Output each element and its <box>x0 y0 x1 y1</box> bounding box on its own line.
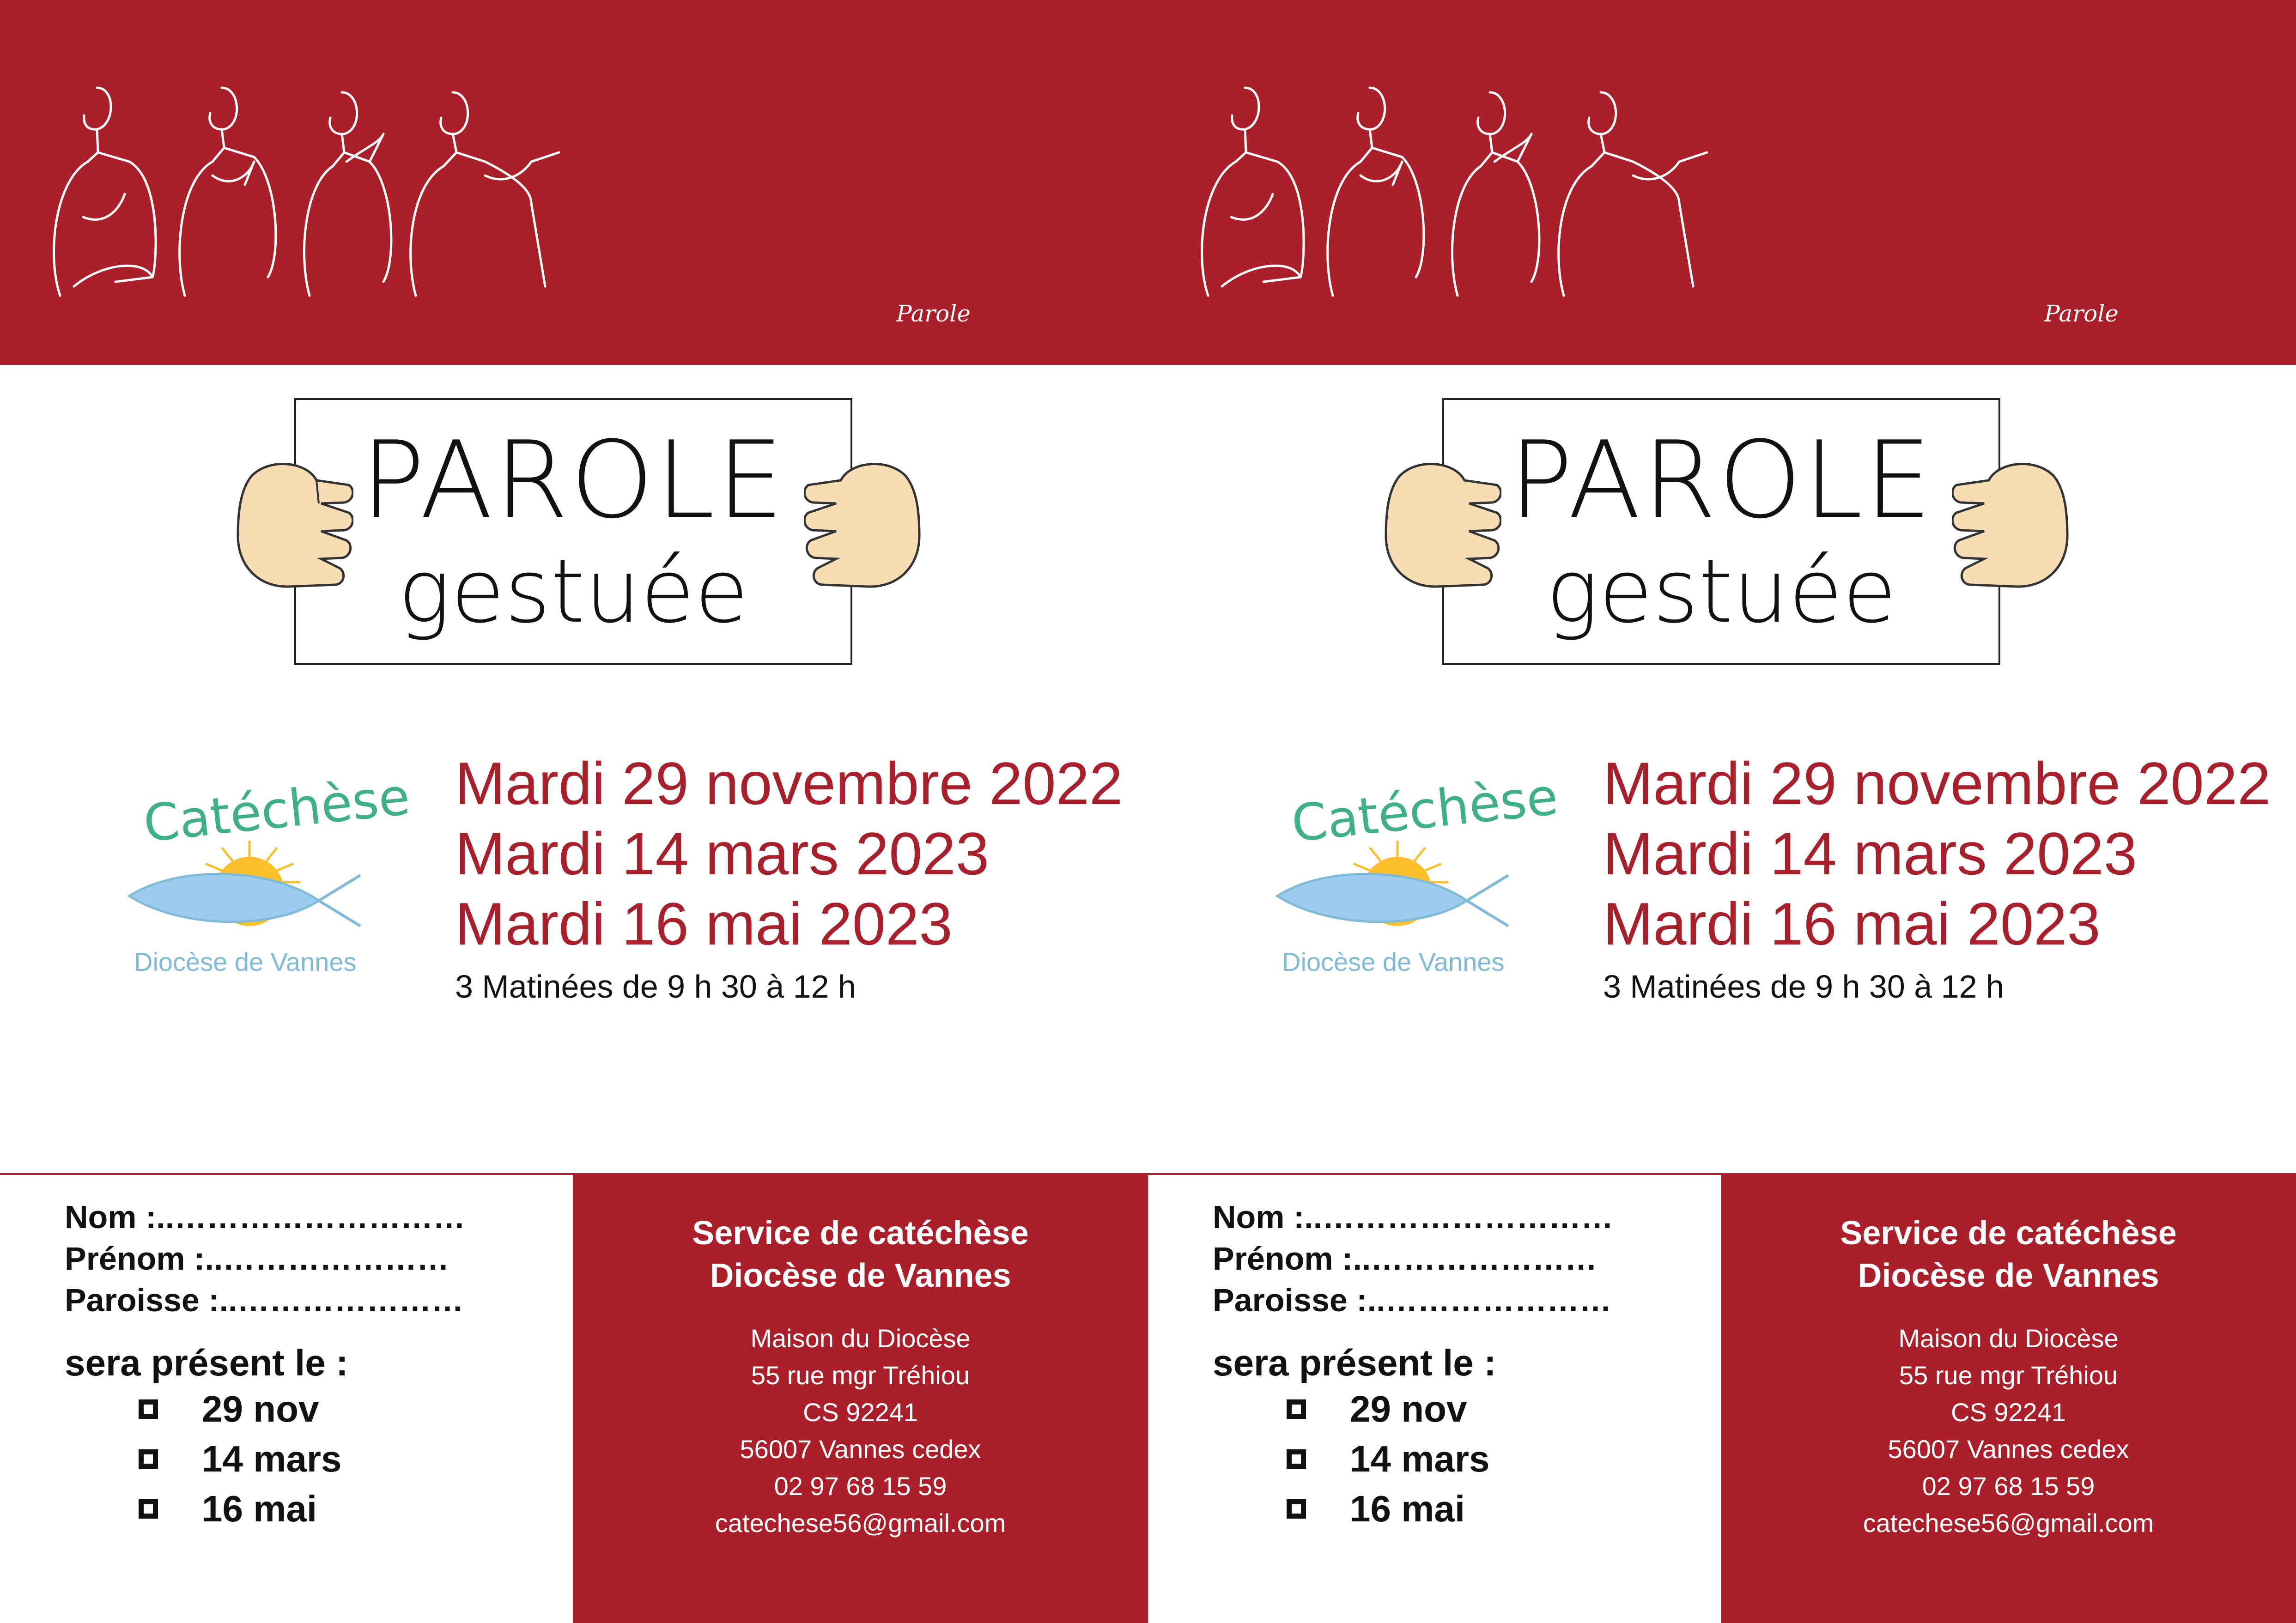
prenom-field[interactable]: Prénom :..………………… <box>65 1241 449 1277</box>
present-label: sera présent le : <box>65 1342 348 1383</box>
dates-block <box>1603 748 2271 1005</box>
service-title-line: Diocèse de Vannes <box>1858 1257 2159 1294</box>
registration-form <box>1213 1196 1613 1534</box>
date-line: Mardi 14 mars 2023 <box>1603 820 2138 887</box>
option-row[interactable] <box>139 1434 465 1484</box>
hand-left-icon <box>233 457 353 596</box>
prenom-field[interactable]: Prénom :..………………… <box>1213 1241 1597 1277</box>
date-line: Mardi 16 mai 2023 <box>1603 890 2101 957</box>
service-title <box>573 1212 1148 1297</box>
hours-text: 3 Matinées de 9 h 30 à 12 h <box>1603 969 2004 1005</box>
hours-text: 3 Matinées de 9 h 30 à 12 h <box>455 969 856 1005</box>
checkbox[interactable] <box>1287 1499 1306 1519</box>
option-label: 14 mars <box>1350 1438 1490 1479</box>
registration-form <box>65 1196 465 1534</box>
sun-fish-icon <box>1273 831 1522 942</box>
date-line: Mardi 29 novembre 2022 <box>455 750 1123 817</box>
checkbox[interactable] <box>139 1449 158 1469</box>
option-label: 14 mars <box>202 1438 342 1479</box>
address-line: 55 rue mgr Tréhiou <box>1899 1361 2118 1390</box>
hand-right-icon <box>804 457 924 596</box>
address-line: 55 rue mgr Tréhiou <box>751 1361 970 1390</box>
service-contact-panel <box>573 1175 1148 1623</box>
logo-wordmark: Catéchèse <box>1288 767 1561 854</box>
paroisse-field[interactable]: Paroisse :..………………… <box>1213 1282 1612 1318</box>
logo-diocese-label: Diocèse de Vannes <box>1282 947 1505 976</box>
option-row[interactable] <box>139 1384 465 1434</box>
logo-diocese-label: Diocèse de Vannes <box>134 947 357 976</box>
address-line: Maison du Diocèse <box>750 1324 971 1353</box>
date-line: Mardi 29 novembre 2022 <box>1603 750 2271 817</box>
nom-field[interactable]: Nom :..……………………… <box>1213 1199 1614 1235</box>
logo-wordmark: Catéchèse <box>140 767 413 854</box>
option-row[interactable] <box>1287 1384 1613 1434</box>
service-title-line: Service de catéchèse <box>692 1215 1029 1252</box>
address-line: CS 92241 <box>802 1398 918 1427</box>
page-subtitle: gestuée <box>1546 540 1897 642</box>
address-line: CS 92241 <box>1950 1398 2066 1427</box>
title-frame <box>294 398 852 665</box>
service-title-line: Service de catéchèse <box>1840 1215 2177 1252</box>
service-title-line: Diocèse de Vannes <box>710 1257 1011 1294</box>
checkbox[interactable] <box>1287 1399 1306 1419</box>
date-line: Mardi 16 mai 2023 <box>455 890 953 957</box>
option-row[interactable] <box>139 1484 465 1534</box>
email-link[interactable]: catechese56@gmail.com <box>1863 1508 2154 1538</box>
service-title <box>1721 1212 2296 1297</box>
address-line: 56007 Vannes cedex <box>1888 1435 2129 1464</box>
checkbox[interactable] <box>1287 1449 1306 1469</box>
address-line: Maison du Diocèse <box>1898 1324 2119 1353</box>
present-label: sera présent le : <box>1213 1342 1496 1383</box>
option-label: 29 nov <box>202 1388 319 1429</box>
sign-caption: Parole <box>2044 300 2119 327</box>
sign-caption: Parole <box>896 300 971 327</box>
date-line: Mardi 14 mars 2023 <box>455 820 990 887</box>
dates-block <box>455 748 1123 1005</box>
paroisse-field[interactable]: Paroisse :..………………… <box>65 1282 464 1318</box>
checkbox[interactable] <box>139 1499 158 1519</box>
nom-field[interactable]: Nom :..……………………… <box>65 1199 466 1235</box>
page-title: PAROLE <box>1509 419 1934 542</box>
flyer-right <box>1148 0 2296 1623</box>
catechese-logo <box>125 762 413 993</box>
service-contact-panel <box>1721 1175 2296 1623</box>
option-label: 29 nov <box>1350 1388 1467 1429</box>
phone: 02 97 68 15 59 <box>774 1472 947 1501</box>
page-title: PAROLE <box>361 419 786 542</box>
option-label: 16 mai <box>202 1488 317 1529</box>
page-subtitle: gestuée <box>398 540 749 642</box>
option-row[interactable] <box>1287 1434 1613 1484</box>
checkbox[interactable] <box>139 1399 158 1419</box>
hand-left-icon <box>1381 457 1501 596</box>
option-row[interactable] <box>1287 1484 1613 1534</box>
address-line: 56007 Vannes cedex <box>740 1435 981 1464</box>
sign-language-illustration <box>0 0 1148 365</box>
phone: 02 97 68 15 59 <box>1922 1472 2095 1501</box>
email-link[interactable]: catechese56@gmail.com <box>715 1508 1006 1538</box>
option-label: 16 mai <box>1350 1488 1465 1529</box>
sun-fish-icon <box>125 831 374 942</box>
catechese-logo <box>1273 762 1561 993</box>
sign-language-illustration <box>1148 0 2296 365</box>
hand-right-icon <box>1952 457 2072 596</box>
title-frame <box>1442 398 2000 665</box>
